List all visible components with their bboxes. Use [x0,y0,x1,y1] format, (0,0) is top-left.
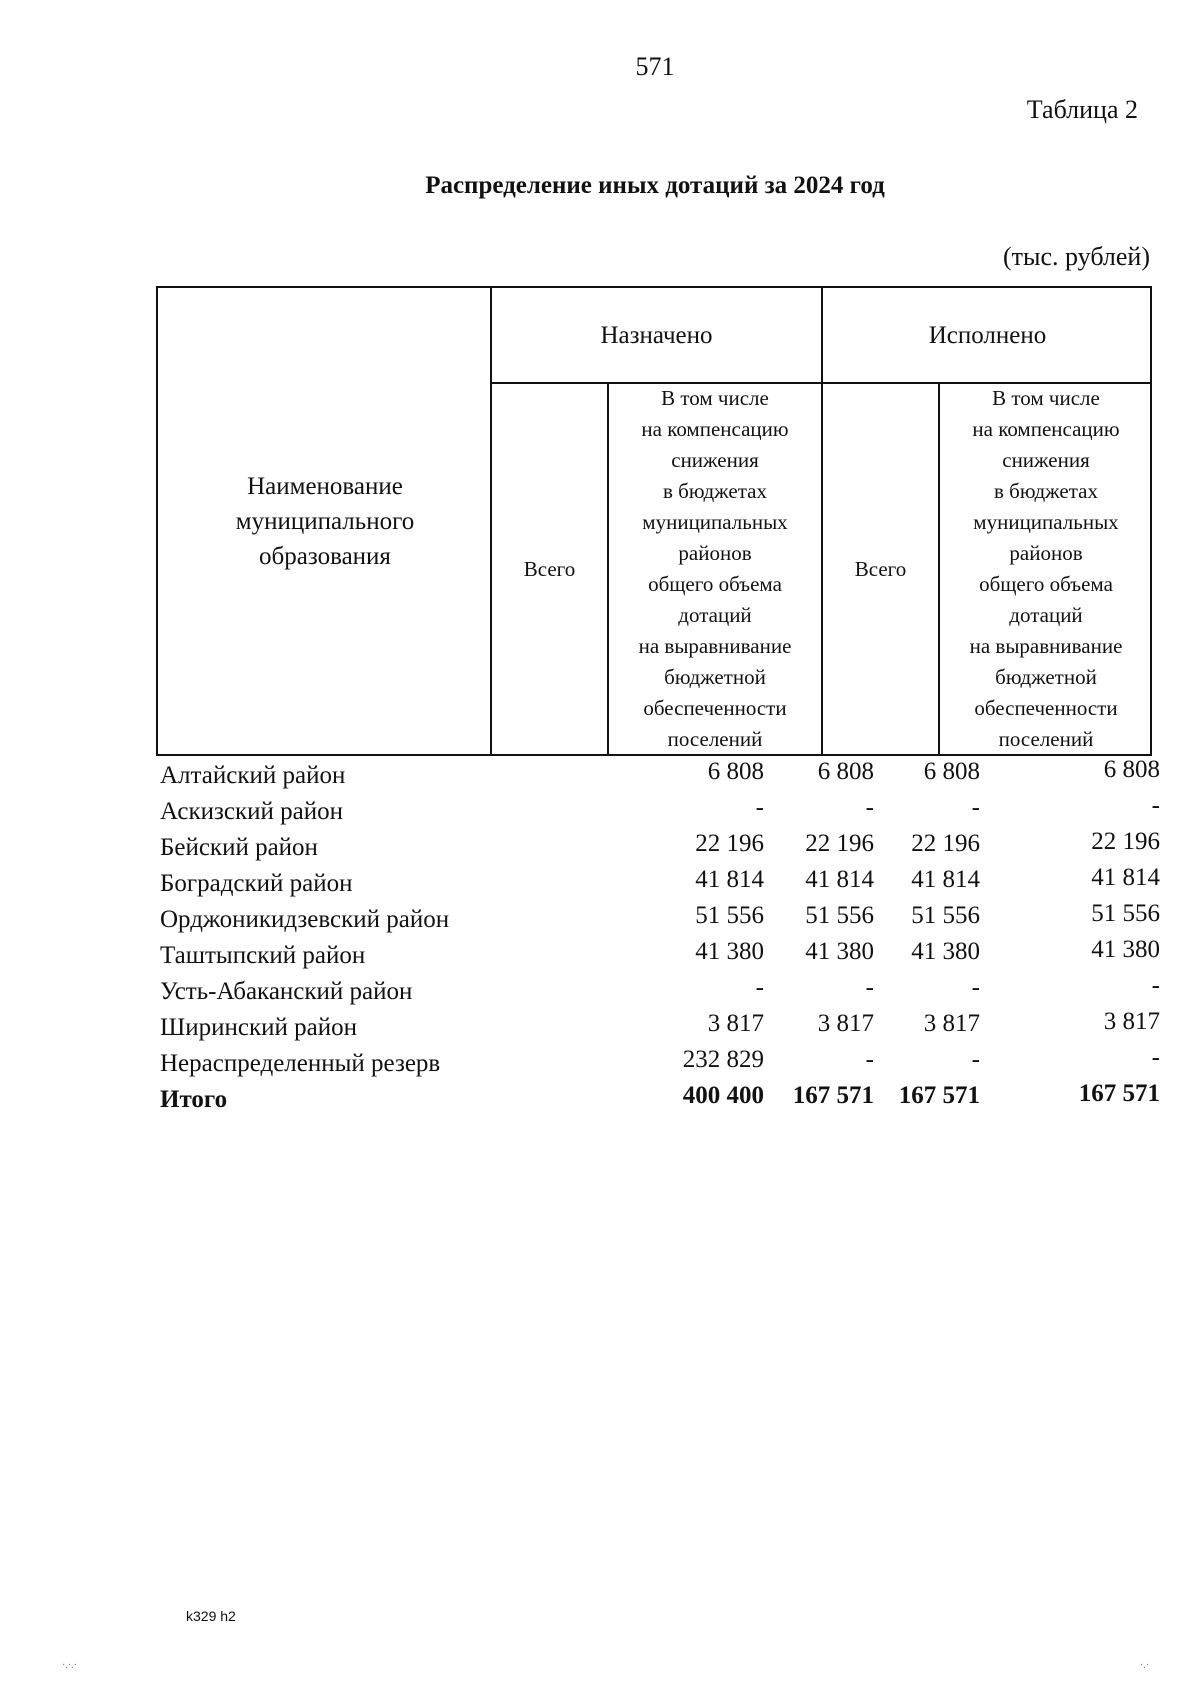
executed-detail-value: - [1151,1044,1160,1071]
executed-detail-value: - [1151,792,1160,819]
table-row [156,972,1160,1010]
header-assigned: Назначено [600,322,713,349]
detail-line: снижения [1002,448,1090,472]
assigned-detail-value: 22 196 [805,830,874,857]
executed-total-value: 41 814 [911,866,980,893]
header-name-line: образования [259,542,391,570]
scan-noise: ·.· [1140,1660,1150,1671]
assigned-total-value: 51 556 [695,902,764,929]
executed-detail-value: 3 817 [1103,1008,1160,1035]
page-number: 571 [635,52,675,81]
municipality-name: Таштыпский район [160,942,366,969]
detail-line: муниципальных [642,510,788,534]
header-executed-total: Всего [854,556,907,581]
detail-line: В том числе [992,386,1100,410]
detail-line: обеспеченности [643,696,787,720]
executed-total-value: 51 556 [911,902,980,929]
executed-detail-value: 41 814 [1091,864,1160,891]
detail-line: дотаций [678,603,752,627]
executed-total-value: 6 808 [923,758,980,785]
detail-line: районов [678,541,752,565]
detail-line: дотаций [1009,603,1083,627]
table-row [156,756,1160,794]
total-label: Итого [160,1086,228,1113]
municipality-name: Орджоникидзевский район [160,906,450,933]
assigned-total-value: 22 196 [695,830,764,857]
assigned-detail-value: 167 571 [792,1082,874,1109]
assigned-total-value: 232 829 [682,1046,764,1073]
detail-line: поселений [667,727,763,751]
header-assigned-detail [609,384,821,754]
assigned-total-value: 400 400 [682,1082,764,1109]
table-row [156,864,1160,902]
assigned-total-value: 41 814 [695,866,764,893]
detail-line: бюджетной [664,665,766,689]
assigned-detail-value: 41 380 [805,938,874,965]
units-note: (тыс. рублей) [1002,242,1150,271]
table-body [156,756,1160,1118]
executed-detail-value: 41 380 [1091,936,1160,963]
assigned-total-value: - [755,974,764,1001]
total-row [156,1080,1160,1118]
municipality-name: Усть-Абаканский район [160,978,413,1005]
detail-line: в бюджетах [994,479,1098,503]
municipality-name: Нераспределенный резерв [160,1050,441,1077]
header-name-line: Наименование [247,472,403,500]
assigned-detail-value: 6 808 [817,758,874,785]
header-executed: Исполнено [928,322,1047,349]
municipality-name: Аскизский район [160,798,344,825]
detail-line: в бюджетах [663,479,767,503]
assigned-total-value: 6 808 [707,758,764,785]
executed-detail-value: - [1151,972,1160,999]
assigned-detail-value: 51 556 [805,902,874,929]
detail-line: снижения [671,448,759,472]
table-row [156,828,1160,866]
assigned-detail-value: - [865,794,874,821]
document-title: Распределение иных дотаций за 2024 год [425,172,885,199]
table-row [156,792,1160,830]
header-municipality-name [158,288,492,754]
header-executed-detail [940,384,1152,754]
executed-total-value: 22 196 [911,830,980,857]
detail-line: обеспеченности [974,696,1118,720]
assigned-total-value: 41 380 [695,938,764,965]
municipality-name: Боградский район [160,870,353,897]
executed-total-value: - [971,794,980,821]
executed-total-value: 41 380 [911,938,980,965]
assigned-detail-value: 3 817 [817,1010,874,1037]
assigned-detail-value: - [865,1046,874,1073]
detail-line: на компенсацию [972,417,1120,441]
executed-detail-value: 51 556 [1091,900,1160,927]
executed-total-value: - [971,974,980,1001]
assigned-total-value: 3 817 [707,1010,764,1037]
detail-line: поселений [998,727,1094,751]
table-row [156,936,1160,974]
detail-line: бюджетной [995,665,1097,689]
detail-line: на компенсацию [641,417,789,441]
detail-line: районов [1009,541,1083,565]
table-row [156,1008,1160,1046]
executed-detail-value: 167 571 [1078,1080,1160,1107]
scan-noise: ·.·.· [62,1660,77,1671]
table-row [156,1044,1160,1082]
detail-line: общего объема [979,572,1113,596]
executed-detail-value: 22 196 [1091,828,1160,855]
detail-line: муниципальных [973,510,1119,534]
detail-line: на выравнивание [969,634,1123,658]
table-label: Таблица 2 [1026,95,1138,124]
detail-line: на выравнивание [638,634,792,658]
footer-code: k329 h2 [186,1608,236,1624]
municipality-name: Алтайский район [160,762,346,789]
executed-total-value: 167 571 [898,1082,980,1109]
detail-line: В том числе [661,386,769,410]
assigned-total-value: - [755,794,764,821]
assigned-detail-value: 41 814 [805,866,874,893]
header-assigned-total: Всего [523,556,576,581]
executed-total-value: 3 817 [923,1010,980,1037]
executed-total-value: - [971,1046,980,1073]
table-header [156,286,1152,756]
municipality-name: Ширинский район [160,1014,357,1041]
table-row [156,900,1160,938]
detail-line: общего объема [648,572,782,596]
header-name-line: муниципального [235,507,415,535]
assigned-detail-value: - [865,974,874,1001]
municipality-name: Бейский район [160,834,318,861]
executed-detail-value: 6 808 [1103,756,1160,783]
